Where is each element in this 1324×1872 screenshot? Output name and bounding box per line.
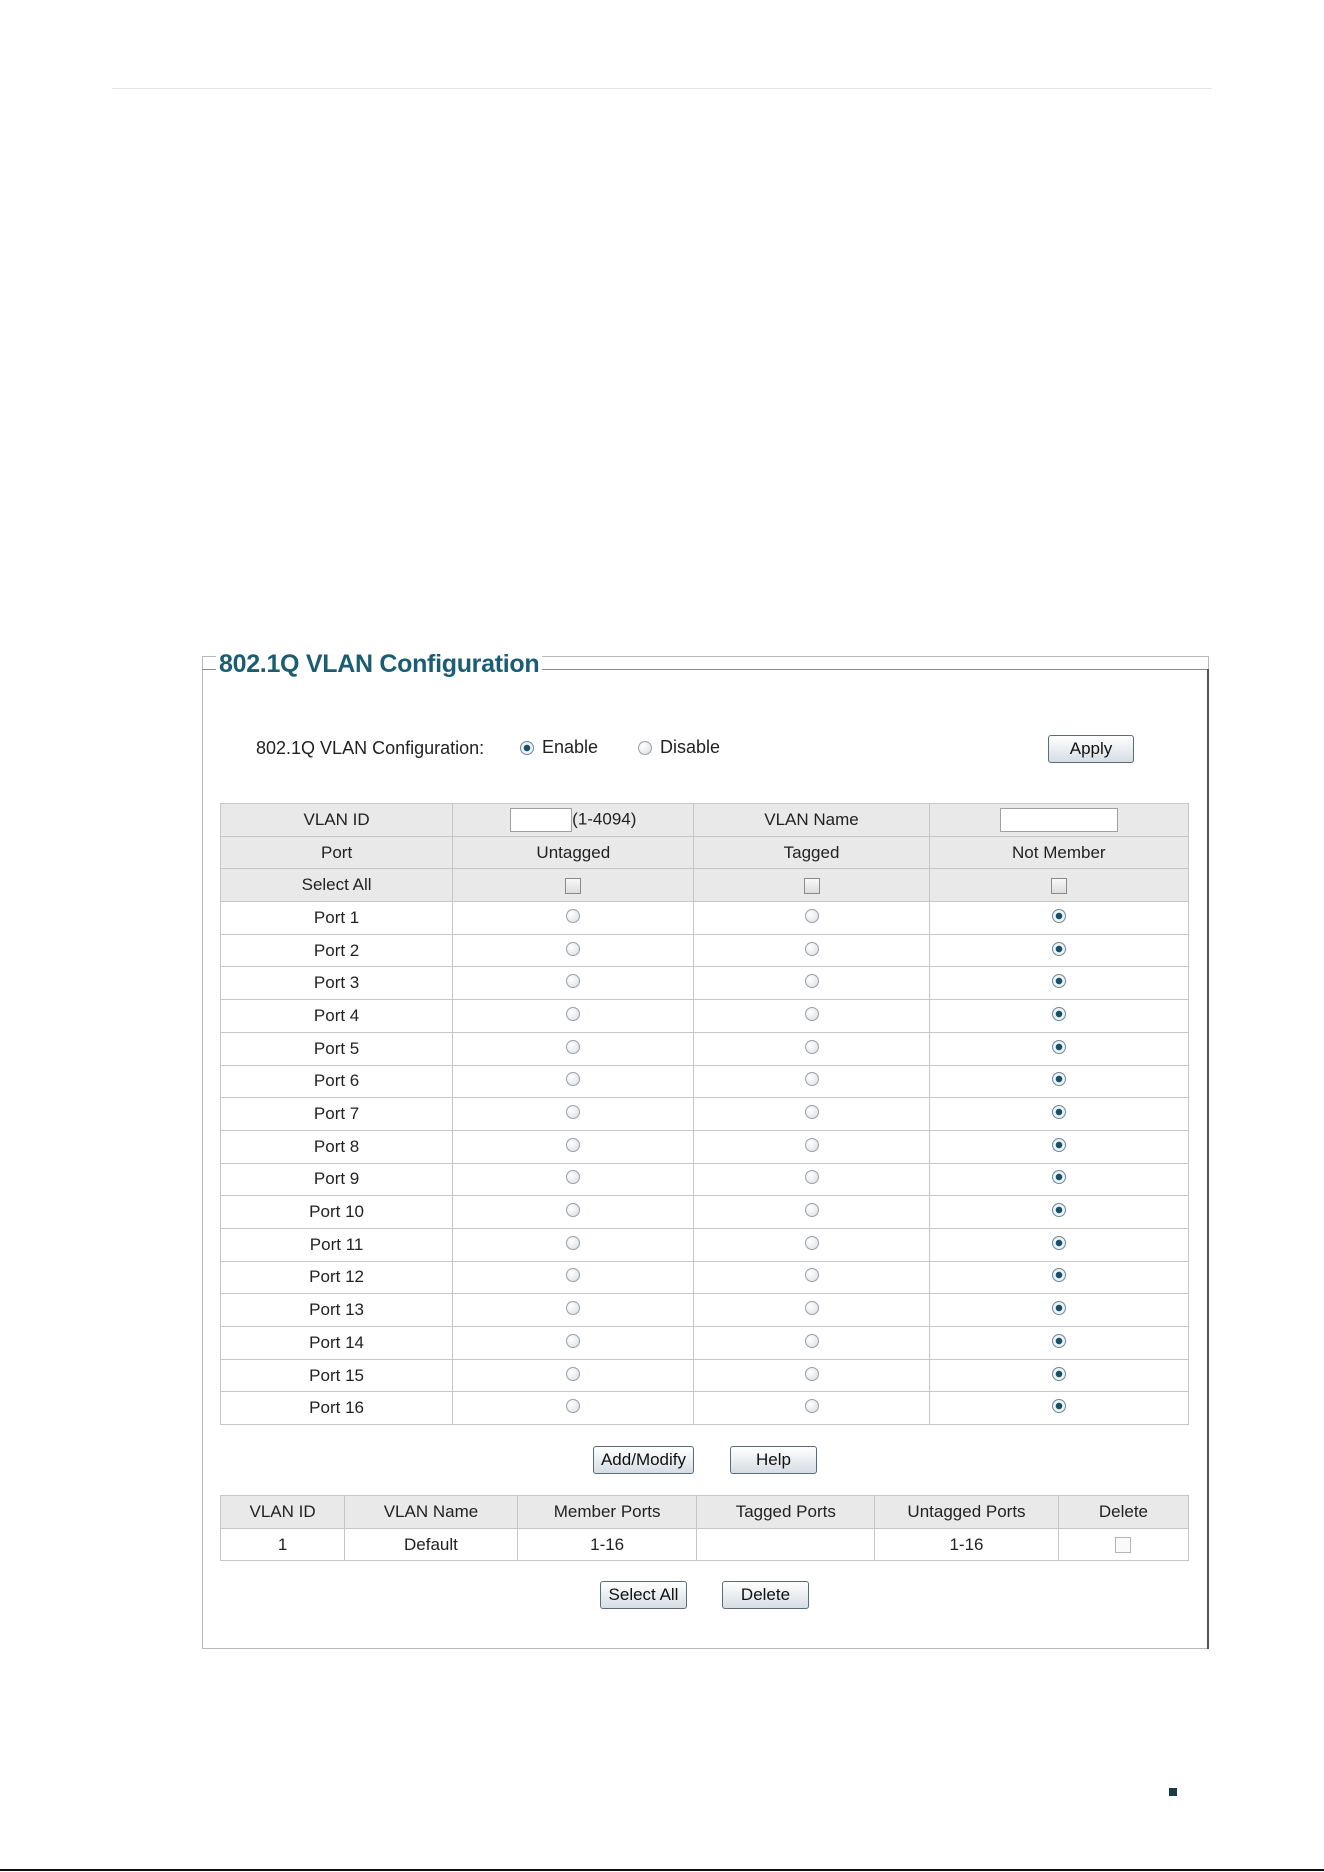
port-option-cell [694, 1098, 929, 1131]
not-member-radio[interactable] [1052, 974, 1066, 988]
tagged-radio[interactable] [805, 1040, 819, 1054]
port-name: Port 9 [221, 1163, 453, 1196]
vlan-name-label: VLAN Name [694, 804, 929, 837]
not-member-radio[interactable] [1052, 942, 1066, 956]
port-name: Port 15 [221, 1359, 453, 1392]
port-option-cell [694, 1130, 929, 1163]
not-member-radio[interactable] [1052, 1040, 1066, 1054]
port-name: Port 7 [221, 1098, 453, 1131]
untagged-radio[interactable] [566, 1301, 580, 1315]
port-option-cell [694, 934, 929, 967]
vlan-port-table [220, 803, 1189, 1425]
port-option-cell [453, 967, 694, 1000]
tagged-radio[interactable] [805, 1138, 819, 1152]
port-option-cell [694, 967, 929, 1000]
vlan-name-input[interactable] [1000, 808, 1118, 832]
untagged-radio[interactable] [566, 1170, 580, 1184]
untagged-radio[interactable] [566, 1138, 580, 1152]
select-all-button[interactable]: Select All [600, 1581, 687, 1609]
select-all-tagged-checkbox[interactable] [804, 878, 820, 894]
summary-untagged-ports-header: Untagged Ports [875, 1496, 1059, 1529]
port-option-cell [694, 1196, 929, 1229]
port-option-cell [929, 1294, 1188, 1327]
column-header-row [221, 836, 1189, 869]
tagged-radio[interactable] [805, 1236, 819, 1250]
port-option-cell [453, 1228, 694, 1261]
delete-checkbox[interactable] [1115, 1537, 1131, 1553]
select-all-row [221, 869, 1189, 902]
tagged-radio[interactable] [805, 1007, 819, 1021]
page-marker-icon [1169, 1788, 1177, 1796]
summary-vlan-id-header: VLAN ID [221, 1496, 345, 1529]
help-button[interactable]: Help [730, 1446, 817, 1474]
disable-option[interactable] [638, 737, 720, 758]
port-option-cell [929, 967, 1188, 1000]
table-row [221, 1032, 1189, 1065]
untagged-radio[interactable] [566, 942, 580, 956]
vlan-name-cell [929, 804, 1188, 837]
tagged-radio[interactable] [805, 974, 819, 988]
not-member-radio[interactable] [1052, 1105, 1066, 1119]
not-member-radio[interactable] [1052, 1367, 1066, 1381]
port-option-cell [694, 1228, 929, 1261]
port-option-cell [694, 902, 929, 935]
not-member-radio[interactable] [1052, 1399, 1066, 1413]
untagged-radio[interactable] [566, 1399, 580, 1413]
port-option-cell [453, 1098, 694, 1131]
port-name: Port 14 [221, 1327, 453, 1360]
not-member-radio[interactable] [1052, 1007, 1066, 1021]
port-option-cell [929, 1359, 1188, 1392]
port-option-cell [694, 1163, 929, 1196]
enable-label: Enable [542, 737, 599, 757]
table-row [221, 902, 1189, 935]
add-modify-button[interactable]: Add/Modify [593, 1446, 694, 1474]
untagged-radio[interactable] [566, 1334, 580, 1348]
select-all-untagged-checkbox[interactable] [565, 878, 581, 894]
port-option-cell [694, 1261, 929, 1294]
select-all-label: Select All [221, 869, 453, 902]
delete-button[interactable]: Delete [722, 1581, 809, 1609]
tagged-radio[interactable] [805, 1334, 819, 1348]
table-row [221, 1000, 1189, 1033]
table-row [221, 934, 1189, 967]
port-option-cell [929, 1000, 1188, 1033]
table-row [221, 1130, 1189, 1163]
port-option-cell [929, 1130, 1188, 1163]
port-option-cell [694, 1032, 929, 1065]
table-row [221, 1228, 1189, 1261]
select-all-tagged-cell [694, 869, 929, 902]
not-member-radio[interactable] [1052, 1072, 1066, 1086]
port-option-cell [694, 1065, 929, 1098]
port-option-cell [929, 902, 1188, 935]
port-name: Port 8 [221, 1130, 453, 1163]
tagged-radio[interactable] [805, 942, 819, 956]
port-option-cell [694, 1327, 929, 1360]
untagged-radio[interactable] [566, 1007, 580, 1021]
panel-title: 802.1Q VLAN Configuration [216, 650, 542, 679]
port-option-cell [694, 1294, 929, 1327]
not-member-radio[interactable] [1052, 1301, 1066, 1315]
table-row [221, 1196, 1189, 1229]
summary-delete-header: Delete [1058, 1496, 1188, 1529]
untagged-radio[interactable] [566, 1072, 580, 1086]
port-name: Port 3 [221, 967, 453, 1000]
top-divider [112, 88, 1212, 89]
port-option-cell [453, 1196, 694, 1229]
port-name: Port 5 [221, 1032, 453, 1065]
untagged-radio[interactable] [566, 1203, 580, 1217]
table-row [221, 1327, 1189, 1360]
port-option-cell [929, 1228, 1188, 1261]
disable-radio[interactable] [638, 741, 652, 755]
summary-tagged-ports-header: Tagged Ports [697, 1496, 875, 1529]
tagged-column-header: Tagged [694, 836, 929, 869]
port-option-cell [453, 1359, 694, 1392]
panel-border-right [1207, 669, 1209, 1649]
tagged-radio[interactable] [805, 1105, 819, 1119]
enable-radio[interactable] [520, 741, 534, 755]
table-row [221, 1098, 1189, 1131]
port-option-cell [453, 1392, 694, 1425]
disable-label: Disable [660, 737, 721, 757]
port-option-cell [929, 1098, 1188, 1131]
port-option-cell [929, 1196, 1188, 1229]
select-all-not-member-cell [929, 869, 1188, 902]
vlan-name-value: Default [345, 1528, 518, 1561]
port-option-cell [453, 1032, 694, 1065]
not-member-radio[interactable] [1052, 1334, 1066, 1348]
table-row [221, 1163, 1189, 1196]
vlan-id-row [221, 804, 1189, 837]
vlan-id-range: (1-4094) [572, 809, 637, 829]
table-row [221, 1359, 1189, 1392]
select-all-untagged-cell [453, 869, 694, 902]
table-row [221, 1065, 1189, 1098]
summary-member-ports-header: Member Ports [517, 1496, 697, 1529]
port-name: Port 6 [221, 1065, 453, 1098]
port-option-cell [453, 1261, 694, 1294]
untagged-radio[interactable] [566, 1040, 580, 1054]
table-row [221, 1261, 1189, 1294]
not-member-radio[interactable] [1052, 1236, 1066, 1250]
vlan-id-value: 1 [221, 1528, 345, 1561]
summary-header-row [221, 1496, 1189, 1529]
port-rows [221, 902, 1189, 1425]
port-option-cell [453, 1327, 694, 1360]
untagged-column-header: Untagged [453, 836, 694, 869]
vlan-summary-table [220, 1495, 1189, 1561]
untagged-radio[interactable] [566, 909, 580, 923]
tagged-radio[interactable] [805, 909, 819, 923]
untagged-radio[interactable] [566, 1105, 580, 1119]
port-name: Port 2 [221, 934, 453, 967]
tagged-ports-value [697, 1528, 875, 1561]
vlan-config-label: 802.1Q VLAN Configuration: [256, 738, 485, 758]
not-member-radio[interactable] [1052, 909, 1066, 923]
tagged-radio[interactable] [805, 1268, 819, 1282]
untagged-radio[interactable] [566, 1367, 580, 1381]
select-all-not-member-checkbox[interactable] [1051, 878, 1067, 894]
untagged-radio[interactable] [566, 974, 580, 988]
port-option-cell [453, 1065, 694, 1098]
tagged-radio[interactable] [805, 1072, 819, 1086]
port-option-cell [929, 1065, 1188, 1098]
vlan-id-cell [453, 804, 694, 837]
port-name: Port 1 [221, 902, 453, 935]
apply-button[interactable]: Apply [1048, 735, 1134, 763]
not-member-column-header: Not Member [929, 836, 1188, 869]
port-option-cell [929, 1392, 1188, 1425]
delete-cell [1058, 1528, 1188, 1561]
port-option-cell [453, 934, 694, 967]
port-option-cell [929, 1327, 1188, 1360]
tagged-radio[interactable] [805, 1367, 819, 1381]
port-option-cell [453, 1000, 694, 1033]
port-name: Port 11 [221, 1228, 453, 1261]
port-option-cell [929, 934, 1188, 967]
untagged-ports-value: 1-16 [875, 1528, 1059, 1561]
port-option-cell [929, 1032, 1188, 1065]
port-name: Port 10 [221, 1196, 453, 1229]
tagged-radio[interactable] [805, 1203, 819, 1217]
port-option-cell [453, 1130, 694, 1163]
port-name: Port 4 [221, 1000, 453, 1033]
port-name: Port 12 [221, 1261, 453, 1294]
port-option-cell [694, 1392, 929, 1425]
not-member-radio[interactable] [1052, 1203, 1066, 1217]
table-row [221, 1294, 1189, 1327]
tagged-radio[interactable] [805, 1399, 819, 1413]
member-ports-value: 1-16 [517, 1528, 697, 1561]
port-column-header: Port [221, 836, 453, 869]
enable-option[interactable] [520, 737, 598, 758]
vlan-id-label: VLAN ID [221, 804, 453, 837]
untagged-radio[interactable] [566, 1236, 580, 1250]
table-row [221, 1392, 1189, 1425]
port-name: Port 13 [221, 1294, 453, 1327]
table-row [221, 1528, 1189, 1561]
vlan-id-input[interactable] [510, 808, 572, 832]
untagged-radio[interactable] [566, 1268, 580, 1282]
table-row [221, 967, 1189, 1000]
port-option-cell [929, 1163, 1188, 1196]
port-option-cell [453, 1294, 694, 1327]
port-option-cell [929, 1261, 1188, 1294]
bottom-divider [0, 1869, 1324, 1871]
not-member-radio[interactable] [1052, 1170, 1066, 1184]
port-option-cell [694, 1000, 929, 1033]
port-name: Port 16 [221, 1392, 453, 1425]
port-option-cell [694, 1359, 929, 1392]
tagged-radio[interactable] [805, 1170, 819, 1184]
port-option-cell [453, 1163, 694, 1196]
not-member-radio[interactable] [1052, 1138, 1066, 1152]
port-option-cell [453, 902, 694, 935]
tagged-radio[interactable] [805, 1301, 819, 1315]
summary-vlan-name-header: VLAN Name [345, 1496, 518, 1529]
not-member-radio[interactable] [1052, 1268, 1066, 1282]
